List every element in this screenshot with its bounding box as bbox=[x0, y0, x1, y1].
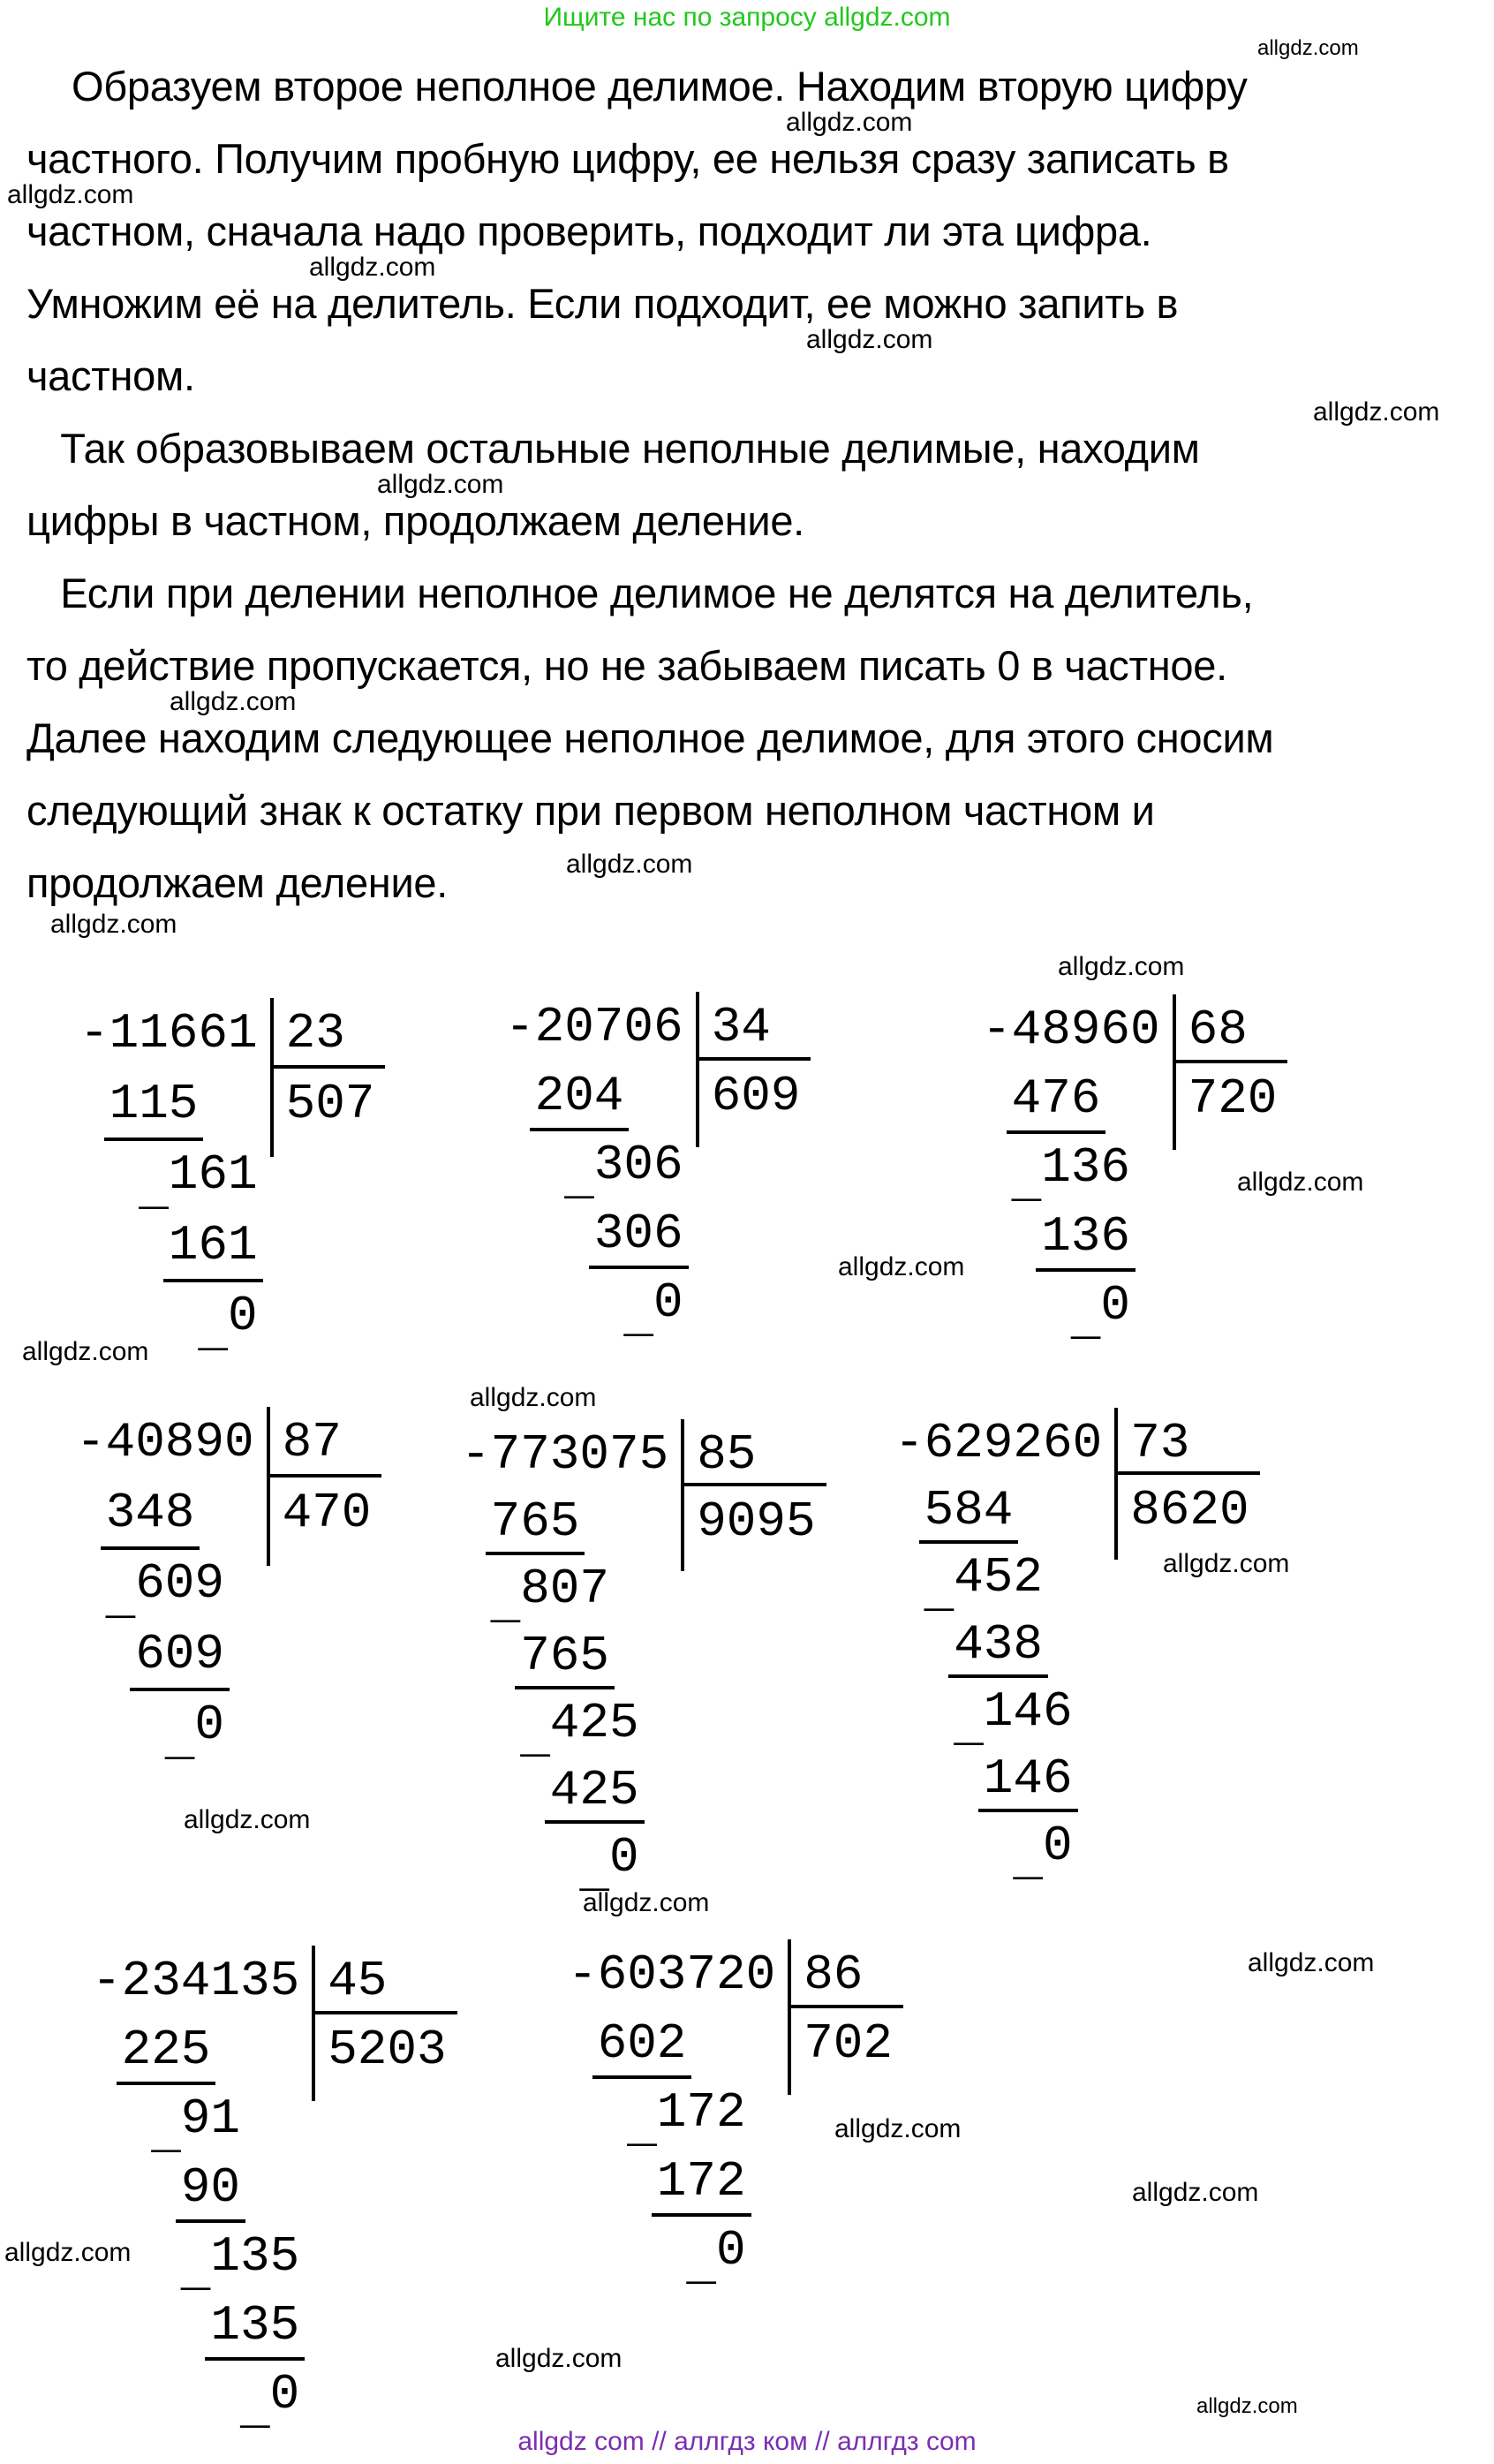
text-line: Если при делении неполное делимое не делятся на делитель, bbox=[26, 570, 1254, 616]
subtraction-line bbox=[545, 1820, 645, 1824]
subtraction-line bbox=[104, 1138, 204, 1141]
minus-sign: - bbox=[461, 1426, 491, 1483]
text-line: частном. bbox=[26, 352, 195, 399]
step-number: 452 bbox=[954, 1549, 1044, 1606]
dividend: 48960 bbox=[1011, 1001, 1160, 1058]
quotient: 702 bbox=[804, 2015, 894, 2072]
quotient: 609 bbox=[711, 1068, 801, 1124]
subtraction-line bbox=[1036, 1268, 1136, 1272]
minus-sign: _ bbox=[627, 2099, 657, 2157]
watermark-text: allgdz.com bbox=[495, 2344, 622, 2373]
remainder: 0 bbox=[228, 1288, 258, 1344]
quotient-line bbox=[788, 2005, 903, 2008]
step-number: 765 bbox=[520, 1628, 610, 1684]
step-number: 306 bbox=[593, 1137, 683, 1193]
division-bar bbox=[1114, 1408, 1118, 1560]
text-line: продолжаем деление. bbox=[26, 859, 449, 906]
minus-sign: _ bbox=[1013, 1832, 1043, 1889]
watermark-text: allgdz.com bbox=[786, 108, 913, 137]
footer-links[interactable]: allgdz com // аллгдз ком // аллгдз com bbox=[517, 2427, 977, 2456]
quotient-line bbox=[270, 1065, 386, 1069]
watermark-text: allgdz.com bbox=[1163, 1549, 1290, 1578]
minus-sign: _ bbox=[564, 1152, 594, 1209]
text-line: Образуем второе неполное делимое. Находим вторую цифру bbox=[26, 63, 1248, 110]
minus-sign: _ bbox=[240, 2381, 270, 2438]
quotient: 470 bbox=[282, 1485, 372, 1541]
division-bar bbox=[1173, 994, 1176, 1150]
step-number: 161 bbox=[168, 1146, 258, 1203]
minus-sign: _ bbox=[954, 1697, 984, 1755]
quotient: 5203 bbox=[328, 2022, 447, 2078]
quotient-line bbox=[267, 1474, 382, 1478]
remainder: 0 bbox=[1100, 1277, 1130, 1334]
subtraction-line bbox=[515, 1686, 615, 1689]
subtraction-line bbox=[1007, 1130, 1106, 1134]
divisor: 34 bbox=[711, 999, 771, 1055]
step-number: 172 bbox=[656, 2084, 746, 2141]
watermark-text: allgdz.com bbox=[1058, 952, 1185, 981]
dividend: 11661 bbox=[109, 1005, 258, 1062]
subtraction-line bbox=[652, 2213, 751, 2217]
remainder: 0 bbox=[194, 1697, 224, 1753]
watermark-text: allgdz.com bbox=[7, 180, 134, 209]
minus-sign: - bbox=[92, 1953, 122, 2009]
dividend: 20706 bbox=[534, 999, 683, 1055]
subtraction-line bbox=[130, 1688, 230, 1691]
watermark-text: allgdz.com bbox=[4, 2238, 132, 2267]
divisor: 85 bbox=[697, 1426, 757, 1483]
watermark-text: allgdz.com bbox=[184, 1805, 311, 1834]
minus-sign: - bbox=[505, 999, 535, 1055]
step-number: 136 bbox=[1041, 1208, 1131, 1265]
minus-sign: _ bbox=[198, 1304, 228, 1360]
step-number: 476 bbox=[1011, 1070, 1101, 1127]
minus-sign: - bbox=[76, 1414, 106, 1470]
watermark-text: allgdz.com bbox=[1248, 1948, 1375, 1977]
text-line: Умножим её на делитель. Если подходит, ее можно запить в bbox=[26, 280, 1179, 327]
step-number: 135 bbox=[210, 2228, 300, 2285]
subtraction-line bbox=[919, 1540, 1019, 1544]
dividend: 40890 bbox=[105, 1414, 254, 1470]
dividend: 773075 bbox=[490, 1426, 669, 1483]
divisor: 86 bbox=[804, 1946, 864, 2003]
step-number: 306 bbox=[593, 1206, 683, 1262]
division-bar bbox=[681, 1419, 684, 1571]
subtraction-line bbox=[592, 2075, 692, 2079]
search-banner[interactable]: Ищите нас по запросу allgdz.com bbox=[543, 3, 951, 32]
quotient-line bbox=[681, 1483, 826, 1486]
watermark-text: allgdz.com bbox=[583, 1888, 710, 1917]
minus-sign: _ bbox=[1011, 1154, 1042, 1212]
minus-sign: - bbox=[568, 1946, 598, 2003]
subtraction-line bbox=[101, 1546, 200, 1550]
minus-sign: _ bbox=[151, 2105, 181, 2163]
remainder: 0 bbox=[609, 1829, 639, 1886]
remainder: 0 bbox=[716, 2222, 746, 2279]
watermark-text: allgdz.com bbox=[1313, 397, 1440, 427]
text-line: цифры в частном, продолжаем деление. bbox=[26, 497, 804, 544]
step-number: 807 bbox=[520, 1561, 610, 1617]
step-number: 584 bbox=[924, 1482, 1014, 1538]
subtraction-line bbox=[589, 1266, 689, 1269]
minus-sign: _ bbox=[1070, 1292, 1101, 1349]
step-number: 438 bbox=[954, 1616, 1044, 1673]
step-number: 425 bbox=[549, 1695, 639, 1751]
subtraction-line bbox=[205, 2357, 305, 2361]
minus-sign: _ bbox=[180, 2243, 211, 2301]
divisor: 45 bbox=[328, 1953, 388, 2009]
minus-sign: - bbox=[79, 1005, 109, 1062]
step-number: 135 bbox=[210, 2297, 300, 2354]
watermark-text: allgdz.com bbox=[1257, 36, 1359, 60]
minus-sign: _ bbox=[924, 1563, 954, 1621]
step-number: 115 bbox=[109, 1076, 199, 1132]
step-number: 765 bbox=[490, 1493, 580, 1550]
divisor: 73 bbox=[1130, 1415, 1190, 1471]
watermark-text: allgdz.com bbox=[470, 1383, 597, 1412]
minus-sign: _ bbox=[164, 1712, 195, 1769]
step-number: 146 bbox=[983, 1750, 1073, 1807]
minus-sign: _ bbox=[139, 1162, 169, 1219]
minus-sign: _ bbox=[105, 1571, 136, 1628]
step-number: 609 bbox=[135, 1555, 225, 1612]
division-bar bbox=[696, 992, 699, 1147]
text-line: Далее находим следующее неполное делимое, для этого сносим bbox=[26, 714, 1274, 761]
watermark-text: allgdz.com bbox=[309, 253, 436, 282]
subtraction-line bbox=[163, 1279, 263, 1282]
quotient-line bbox=[312, 2011, 456, 2014]
step-number: 136 bbox=[1041, 1139, 1131, 1196]
step-number: 204 bbox=[534, 1068, 624, 1124]
watermark-text: allgdz.com bbox=[377, 470, 504, 499]
step-number: 425 bbox=[549, 1762, 639, 1818]
text-line: частном, сначала надо проверить, подходит ли эта цифра. bbox=[26, 208, 1152, 254]
quotient-line bbox=[696, 1057, 811, 1061]
divisor: 68 bbox=[1188, 1001, 1248, 1058]
subtraction-line bbox=[978, 1809, 1078, 1812]
minus-sign: _ bbox=[686, 2237, 716, 2294]
text-line: частного. Получим пробную цифру, ее нельзя сразу записать в bbox=[26, 135, 1229, 182]
watermark-text: allgdz.com bbox=[838, 1252, 965, 1281]
subtraction-line bbox=[117, 2082, 216, 2085]
remainder: 0 bbox=[1043, 1818, 1073, 1874]
subtraction-line bbox=[486, 1552, 585, 1555]
minus-sign: - bbox=[982, 1001, 1012, 1058]
text-line: следующий знак к остатку при первом неполном частном и bbox=[26, 787, 1155, 834]
watermark-text: allgdz.com bbox=[834, 2114, 962, 2143]
text-line: то действие пропускается, но не забываем писать 0 в частное. bbox=[26, 642, 1227, 689]
dividend: 629260 bbox=[924, 1415, 1103, 1471]
minus-sign: _ bbox=[490, 1575, 521, 1632]
step-number: 602 bbox=[597, 2015, 687, 2072]
step-number: 348 bbox=[105, 1485, 195, 1541]
watermark-text: allgdz.com bbox=[1196, 2394, 1298, 2418]
quotient: 8620 bbox=[1130, 1482, 1249, 1538]
divisor: 87 bbox=[282, 1414, 342, 1470]
watermark-text: allgdz.com bbox=[50, 910, 177, 939]
step-number: 161 bbox=[168, 1217, 258, 1274]
quotient: 9095 bbox=[697, 1493, 816, 1550]
divisor: 23 bbox=[285, 1005, 345, 1062]
dividend: 234135 bbox=[121, 1953, 300, 2009]
subtraction-line bbox=[176, 2219, 245, 2223]
division-bar bbox=[270, 998, 274, 1157]
step-number: 91 bbox=[180, 2090, 241, 2147]
watermark-text: allgdz.com bbox=[806, 325, 933, 354]
watermark-text: allgdz.com bbox=[566, 850, 693, 879]
division-bar bbox=[312, 1946, 315, 2101]
subtraction-line bbox=[530, 1128, 630, 1131]
step-number: 172 bbox=[656, 2153, 746, 2210]
minus-sign: _ bbox=[579, 1843, 609, 1901]
remainder: 0 bbox=[653, 1274, 683, 1331]
remainder: 0 bbox=[269, 2366, 300, 2422]
step-number: 225 bbox=[121, 2022, 211, 2078]
watermark-text: allgdz.com bbox=[1237, 1168, 1364, 1197]
quotient-line bbox=[1114, 1471, 1259, 1475]
quotient-line bbox=[1173, 1060, 1288, 1063]
division-bar bbox=[267, 1407, 270, 1566]
minus-sign: - bbox=[894, 1415, 924, 1471]
quotient: 720 bbox=[1188, 1070, 1278, 1127]
text-line: Так образовываем остальные неполные делимые, находим bbox=[26, 425, 1200, 472]
subtraction-line bbox=[948, 1674, 1048, 1678]
minus-sign: _ bbox=[623, 1289, 653, 1347]
watermark-text: allgdz.com bbox=[1132, 2178, 1259, 2207]
step-number: 609 bbox=[135, 1626, 225, 1682]
step-number: 90 bbox=[180, 2159, 241, 2216]
watermark-text: allgdz.com bbox=[170, 687, 297, 716]
watermark-text: allgdz.com bbox=[22, 1337, 149, 1366]
quotient: 507 bbox=[285, 1076, 375, 1132]
dividend: 603720 bbox=[597, 1946, 776, 2003]
division-bar bbox=[788, 1939, 791, 2095]
step-number: 146 bbox=[983, 1683, 1073, 1740]
minus-sign: _ bbox=[520, 1709, 550, 1766]
